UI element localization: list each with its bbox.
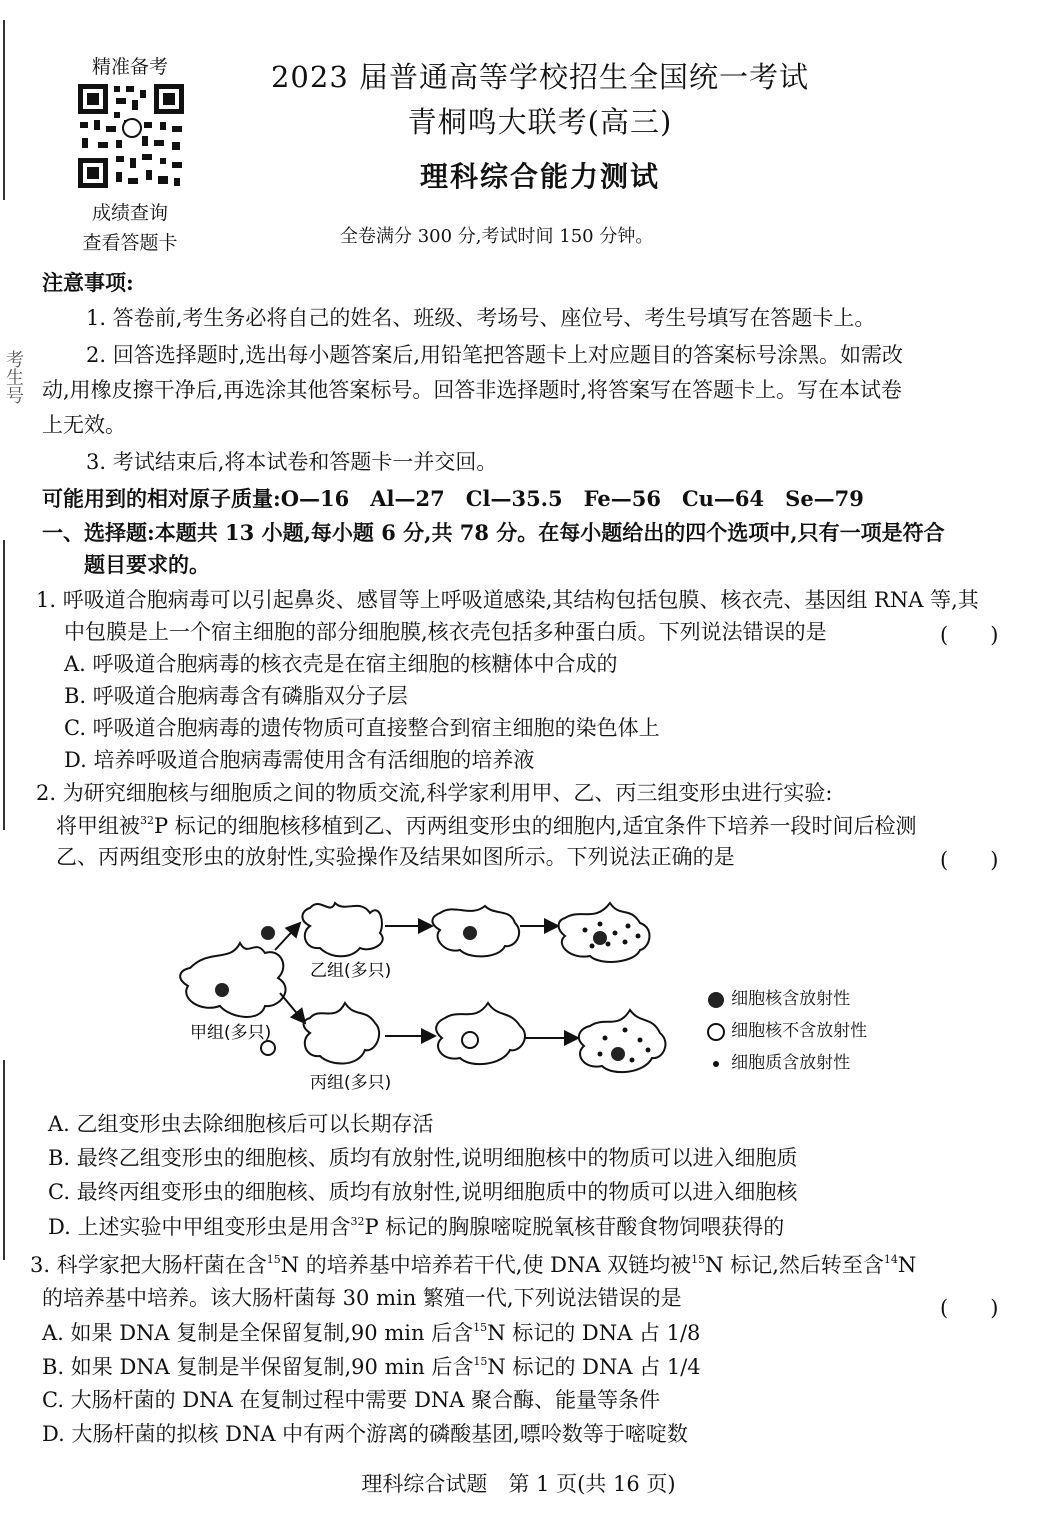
q1-stem-1: 1. 呼吸道合胞病毒可以引起鼻炎、感冒等上呼吸道感染,其结构包括包膜、核衣壳、基因组 RNA 等,其 [36, 588, 979, 612]
qr-caption-answer-card: 查看答题卡 [82, 232, 178, 254]
q3-answer-bracket: ( ) [940, 1296, 999, 1320]
notes-heading: 注意事项: [42, 270, 134, 295]
q3-option-a: A. 如果 DNA 复制是全保留复制,90 min 后含$^{15}$N 标记的 DNA 占 1/8 [42, 1321, 701, 1345]
q1-option-a: A. 呼吸道合胞病毒的核衣壳是在宿主细胞的核糖体中合成的 [64, 652, 618, 676]
score-time-note: 全卷满分 300 分,考试时间 150 分钟。 [340, 226, 654, 247]
q1-answer-bracket: ( ) [940, 623, 999, 647]
amoeba-bing-1 [304, 1003, 380, 1064]
note-1: 1. 答卷前,考生务必将自己的姓名、班级、考场号、座位号、考生号填写在答题卡上。 [86, 306, 876, 330]
note-2b: 动,用橡皮擦干净后,再选涂其他答案标号。回答非选择题时,将答案写在答题卡上。写在本试卷 [42, 378, 903, 402]
amoeba-jia [180, 943, 285, 1017]
note-2c: 上无效。 [42, 413, 126, 437]
q1-option-d: D. 培养呼吸道合胞病毒需使用含有活细胞的培养液 [64, 748, 535, 772]
atomic-masses: 可能用到的相对原子质量:O—16 Al—27 Cl—35.5 Fe—56 Cu—64 Se—79 [42, 486, 864, 511]
legend-nonradioactive-nucleus: 细胞核不含放射性 [706, 1016, 867, 1042]
amoeba-bing-3 [579, 1010, 666, 1072]
note-2a: 2. 回答选择题时,选出每小题答案后,用铅笔把答题卡上对应题目的答案标号涂黑。如需改 [86, 343, 904, 367]
q3-stem-2: 的培养基中培养。该大肠杆菌每 30 min 繁殖一代,下列说法错误的是 [42, 1286, 682, 1310]
margin-examinee-number: 考生号 [3, 350, 24, 404]
amoeba-bing-2 [436, 1003, 525, 1064]
q3-option-d: D. 大肠杆菌的拟核 DNA 中有两个游离的磷酸基团,嘌呤数等于嘧啶数 [42, 1422, 688, 1446]
page-footer: 理科综合试题 第 1 页(共 16 页) [361, 1472, 676, 1496]
legend-radioactive-nucleus: 细胞核含放射性 [706, 984, 850, 1010]
q2-stem-1: 2. 为研究细胞核与细胞质之间的物质交流,科学家利用甲、乙、丙三组变形虫进行实验: [36, 781, 833, 805]
label-yi: 乙组(多只) [310, 961, 392, 981]
exam-subtitle: 青桐鸣大联考(高三) [407, 105, 673, 139]
margin-line-top [3, 20, 5, 200]
legend-radioactive-cytoplasm: 细胞质含放射性 [706, 1048, 850, 1074]
q3-option-b: B. 如果 DNA 复制是半保留复制,90 min 后含$^{15}$N 标记的 DNA 占 1/4 [42, 1355, 701, 1379]
margin-line-bottom [3, 1060, 5, 1260]
q2-answer-bracket: ( ) [940, 848, 999, 872]
amoeba-experiment-diagram [170, 878, 710, 1098]
q2-option-a: A. 乙组变形虫去除细胞核后可以长期存活 [48, 1112, 434, 1136]
exam-title: 2023 届普通高等学校招生全国统一考试 [270, 60, 810, 94]
q2-option-c: C. 最终丙组变形虫的细胞核、质均有放射性,说明细胞质中的物质可以进入细胞核 [48, 1180, 798, 1204]
qr-code-icon [76, 82, 186, 190]
amoeba-yi-1 [302, 903, 382, 956]
q3-option-c: C. 大肠杆菌的 DNA 在复制过程中需要 DNA 聚合酶、能量等条件 [42, 1388, 661, 1412]
q2-option-b: B. 最终乙组变形虫的细胞核、质均有放射性,说明细胞核中的物质可以进入细胞质 [48, 1146, 798, 1170]
qr-caption-top: 精准备考 [91, 56, 168, 78]
label-jia: 甲组(多只) [190, 1023, 272, 1043]
section-heading-cont: 题目要求的。 [84, 552, 210, 577]
q2-stem-2: 将甲组被$^{32}$P 标记的细胞核移植到乙、丙两组变形虫的细胞内,适宜条件下培养一段时间后检测 [56, 814, 917, 838]
q3-stem-1: 3. 科学家把大肠杆菌在含$^{15}$N 的培养基中培养若干代,使 DNA 双链均被$^{15}$N 标记,然后转至含$^{14}$N [30, 1253, 917, 1277]
section-heading: 一、选择题:本题共 13 小题,每小题 6 分,共 78 分。在每小题给出的四个选项中,只有一项是符合 [42, 520, 945, 545]
margin-line-mid [3, 540, 5, 830]
label-bing: 丙组(多只) [310, 1073, 392, 1093]
q2-stem-3: 乙、丙两组变形虫的放射性,实验操作及结果如图所示。下列说法正确的是 [56, 845, 735, 869]
note-3: 3. 考试结束后,将本试卷和答题卡一并交回。 [86, 450, 498, 474]
q2-option-d: D. 上述实验中甲组变形虫是用含$^{32}$P 标记的胸腺嘧啶脱氧核苷酸食物饲喂获得的 [48, 1215, 785, 1239]
q1-option-b: B. 呼吸道合胞病毒含有磷脂双分子层 [64, 684, 408, 708]
qr-caption-score: 成绩查询 [91, 202, 168, 224]
subject-title: 理科综合能力测试 [419, 160, 660, 193]
q1-option-c: C. 呼吸道合胞病毒的遗传物质可直接整合到宿主细胞的染色体上 [64, 716, 660, 740]
q1-stem-2: 中包膜是上一个宿主细胞的部分细胞膜,核衣壳包括多种蛋白质。下列说法错误的是 [64, 620, 827, 644]
